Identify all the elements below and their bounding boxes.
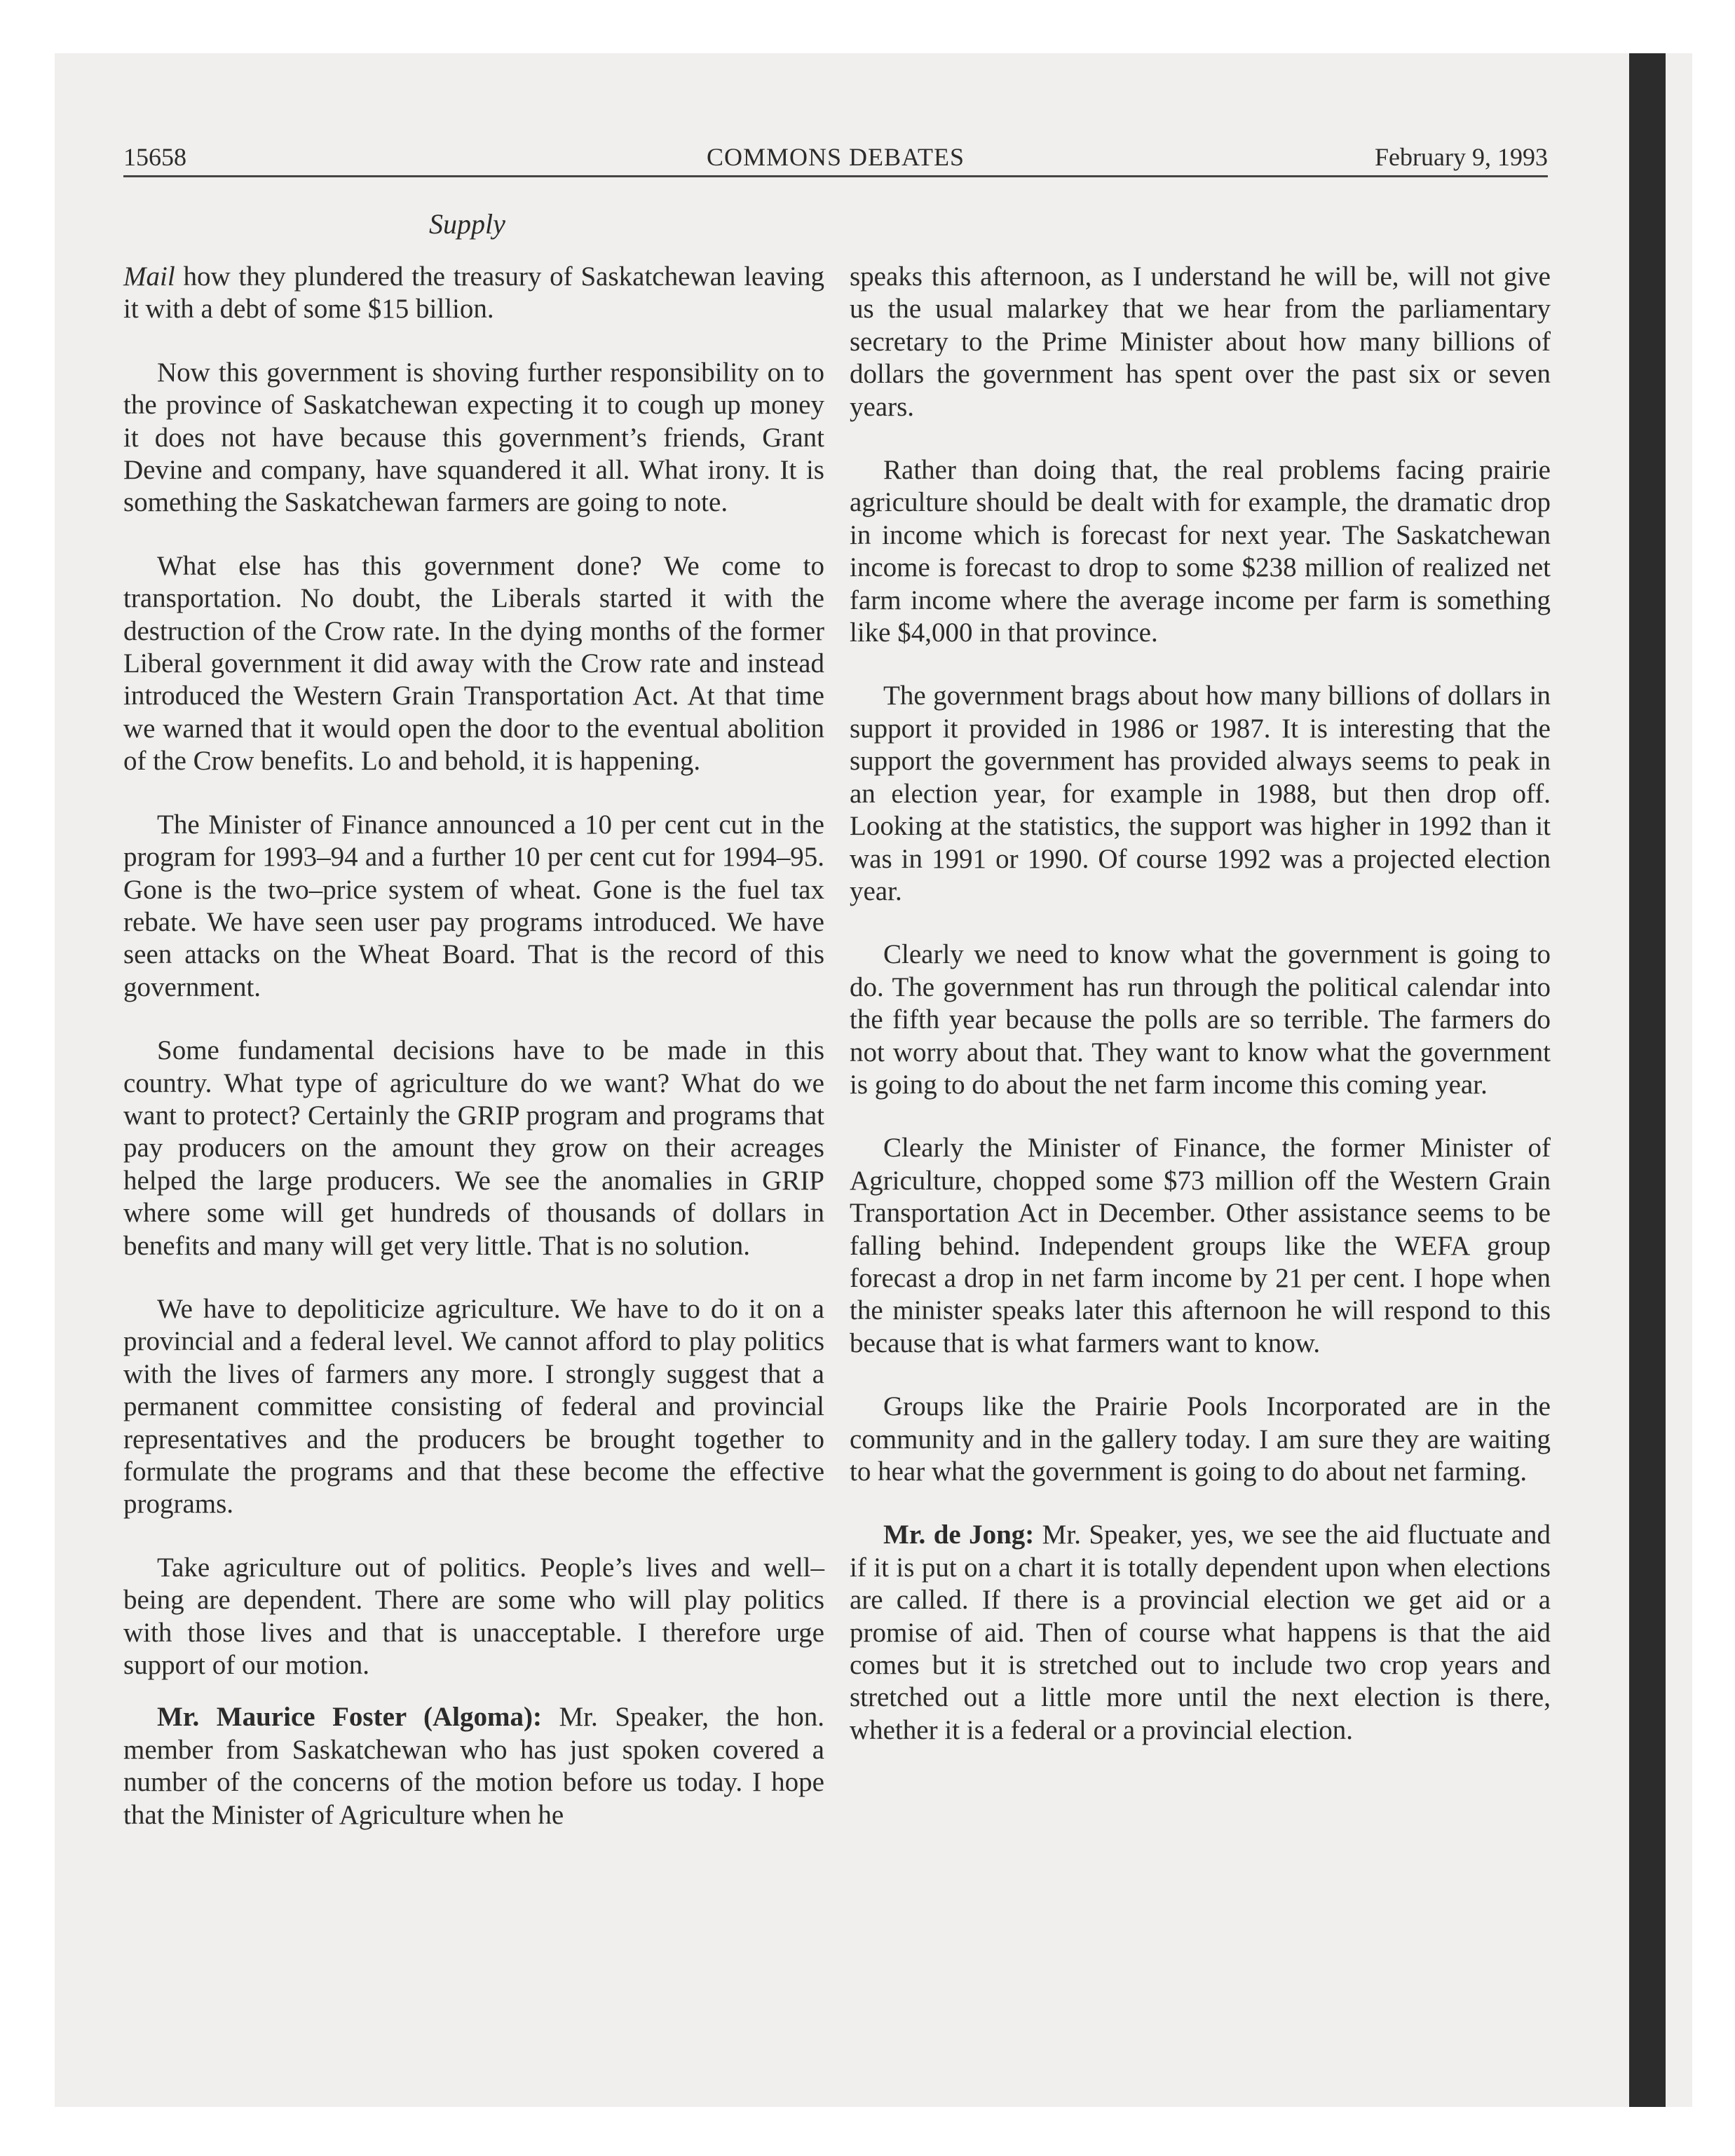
italic-word: Mail [123,261,175,292]
header-rule [123,175,1548,177]
scan-edge-bar [1629,53,1666,2107]
paragraph: What else has this government done? We come to transportation. No doubt, the Liberals started it with the destruction of the Crow rate. In the dying months of the former Liberal government it did away with the Crow rate and instead introduced the Western Grain Transportation Act. At that time we warned that it would open the door to the eventual abolition of the Crow benefits. Lo and behold, it is happening. [123,550,824,777]
paragraph: Clearly the Minister of Finance, the former Minister of Agriculture, chopped some $73 million off the Western Grain Transportation Act in December. Other assistance seems to be falling behind. Independent groups like the WEFA group forecast a drop in net farm income by 21 per cent. I hope when the minister speaks later this afternoon he will respond to this because that is what farmers want to know. [850,1133,1551,1358]
right-column [850,261,1551,1778]
page-header [123,137,1548,177]
paragraph [850,1519,1551,1747]
paragraph: speaks this afternoon, as I understand he will be, will not give us the usual malarkey that we hear from the parliamentary secretary to the Prime Minister about how many billions of dollars the government has spent over the past six or seven years. [850,261,1551,422]
paragraph-text: how they plundered the treasury of Saskatchewan leaving it with a debt of some $15 billion. [123,261,824,325]
paragraph: We have to depoliticize agriculture. We have to do it on a provincial and a federal level. We cannot afford to play politics with the lives of farmers any more. I strongly suggest that a permanent committee consisting of federal and provincial representatives and the producers be brought together to formulate the programs and that these become the effective programs. [123,1293,824,1520]
paragraph: Some fundamental decisions have to be made in this country. What type of agriculture do we want? What do we want to protect? Certainly the GRIP program and programs that pay producers on the amount they grow on their acreages helped the large producers. We see the anomalies in GRIP where some will get hundreds of thousands of dollars in benefits and many will get very little. That is no solution. [123,1035,824,1261]
paragraph [123,261,824,326]
section-title: Supply [429,208,505,240]
speaker-name: Mr. de Jong: [883,1520,1035,1550]
page-date: February 9, 1993 [1375,143,1548,171]
paragraph: Now this government is shoving further responsibility on to the province of Saskatchewan expecting it to cough up money it does not have because this government’s friends, Grant Devine and company, have squandered it all. What irony. It is something the Saskatchewan farmers are going to note. [123,357,824,518]
paragraph: Take agriculture out of politics. People’s lives and well–being are dependent. There are some who will play politics with those lives and that is unacceptable. I therefore urge support of our motion. [123,1552,824,1681]
publication-title: COMMONS DEBATES [706,143,965,171]
paragraph: Groups like the Prairie Pools Incorporated are in the community and in the gallery today. I am sure they are waiting to hear what the government is going to do about net farming. [850,1391,1551,1487]
paragraph: Clearly we need to know what the government is going to do. The government has run through the political calendar into the fifth year because the polls are so terrible. The farmers do not worry about that. They want to know what the government is going to do about the net farm income this coming year. [850,939,1551,1100]
paragraph: The government brags about how many billions of dollars in support it provided in 1986 or 1987. It is interesting that the support the government has provided always seems to peak in an election year, for example in 1988, but then drop off. Looking at the statistics, the support was higher in 1992 than it was in 1991 or 1990. Of course 1992 was a projected election year. [850,681,1551,906]
paragraph-text: Mr. Speaker, the hon. member from Saskatchewan who has just spoken covered a number of the concerns of the motion before us today. I hope that the Minister of Agriculture when he [123,1702,824,1830]
left-column [123,261,824,1862]
paragraph: Rather than doing that, the real problems facing prairie agriculture should be dealt with for example, the dramatic drop in income which is forecast for next year. The Saskatchewan income is forecast to drop to some $238 million of realized net farm income where the average income per farm is something like $4,000 in that province. [850,455,1551,648]
speaker-name: Mr. Maurice Foster (Algoma): [157,1702,542,1733]
paragraph: The Minister of Finance announced a 10 per cent cut in the program for 1993–94 and a further 10 per cent cut for 1994–95. Gone is the two–price system of wheat. Gone is the fuel tax rebate. We have seen user pay programs introduced. We have seen attacks on the Wheat Board. That is the record of this government. [123,809,824,1002]
paragraph-text: Mr. Speaker, yes, we see the aid fluctuate and if it is put on a chart it is totally dependent upon when elections are called. If there is a provincial election we get aid or a promise of aid. Then of course what happens is that the aid comes but it is stretched out to include two crop years and stretched out a little more until the next election is there, whether it is a federal or a provincial election. [850,1520,1551,1745]
page-number: 15658 [123,143,186,171]
paragraph [123,1701,824,1831]
